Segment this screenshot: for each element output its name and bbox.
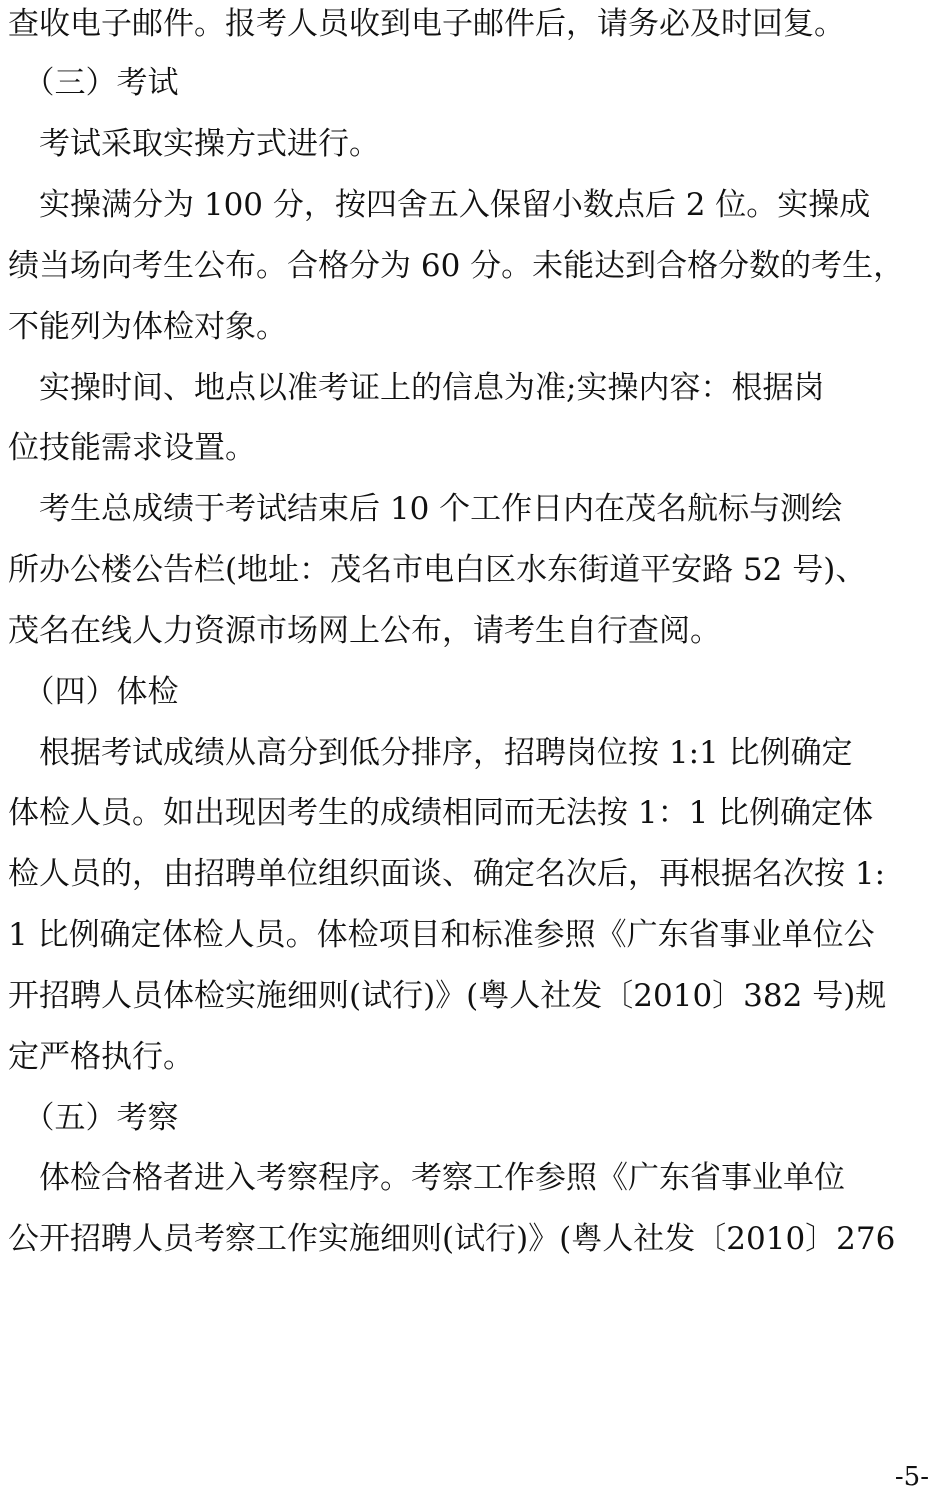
paragraph-line: 1 比例确定体检人员。体检项目和标准参照《广东省事业单位公 (8, 917, 875, 953)
paragraph-line: 定严格执行。 (8, 1039, 194, 1075)
paragraph-line: 实操满分为 100 分，按四舍五入保留小数点后 2 位。实操成 (8, 187, 871, 223)
paragraph-line: 根据考试成绩从高分到低分排序，招聘岗位按 1:1 比例确定 (8, 735, 853, 771)
paragraph-line: 考生总成绩于考试结束后 10 个工作日内在茂名航标与测绘 (8, 491, 843, 527)
section-heading-physical-exam: （四）体检 (8, 674, 179, 710)
paragraph-line: 体检人员。如出现因考生的成绩相同而无法按 1：1 比例确定体 (8, 795, 874, 831)
paragraph-line: 查收电子邮件。报考人员收到电子邮件后，请务必及时回复。 (8, 6, 845, 42)
paragraph-line: 检人员的，由招聘单位组织面谈、确定名次后，再根据名次按 1: (8, 856, 886, 892)
paragraph-line: 绩当场向考生公布。合格分为 60 分。未能达到合格分数的考生， (8, 248, 905, 284)
paragraph-line: 实操时间、地点以准考证上的信息为准;实操内容：根据岗 (8, 370, 825, 406)
paragraph-line: 茂名在线人力资源市场网上公布，请考生自行查阅。 (8, 613, 721, 649)
section-heading-inspection: （五）考察 (8, 1100, 179, 1136)
paragraph-line: 不能列为体检对象。 (8, 309, 287, 345)
page-number: -5- (894, 1462, 929, 1492)
paragraph-line: 开招聘人员体检实施细则(试行)》(粤人社发〔2010〕382 号)规 (8, 978, 887, 1014)
paragraph-line: 所办公楼公告栏(地址：茂名市电白区水东街道平安路 52 号)、 (8, 552, 867, 588)
paragraph-line: 位技能需求设置。 (8, 430, 256, 466)
paragraph-line: 考试采取实操方式进行。 (8, 126, 380, 162)
section-heading-exam: （三）考试 (8, 65, 179, 101)
paragraph-line: 体检合格者进入考察程序。考察工作参照《广东省事业单位 (8, 1160, 845, 1196)
paragraph-line: 公开招聘人员考察工作实施细则(试行)》(粤人社发〔2010〕276 (8, 1221, 896, 1257)
